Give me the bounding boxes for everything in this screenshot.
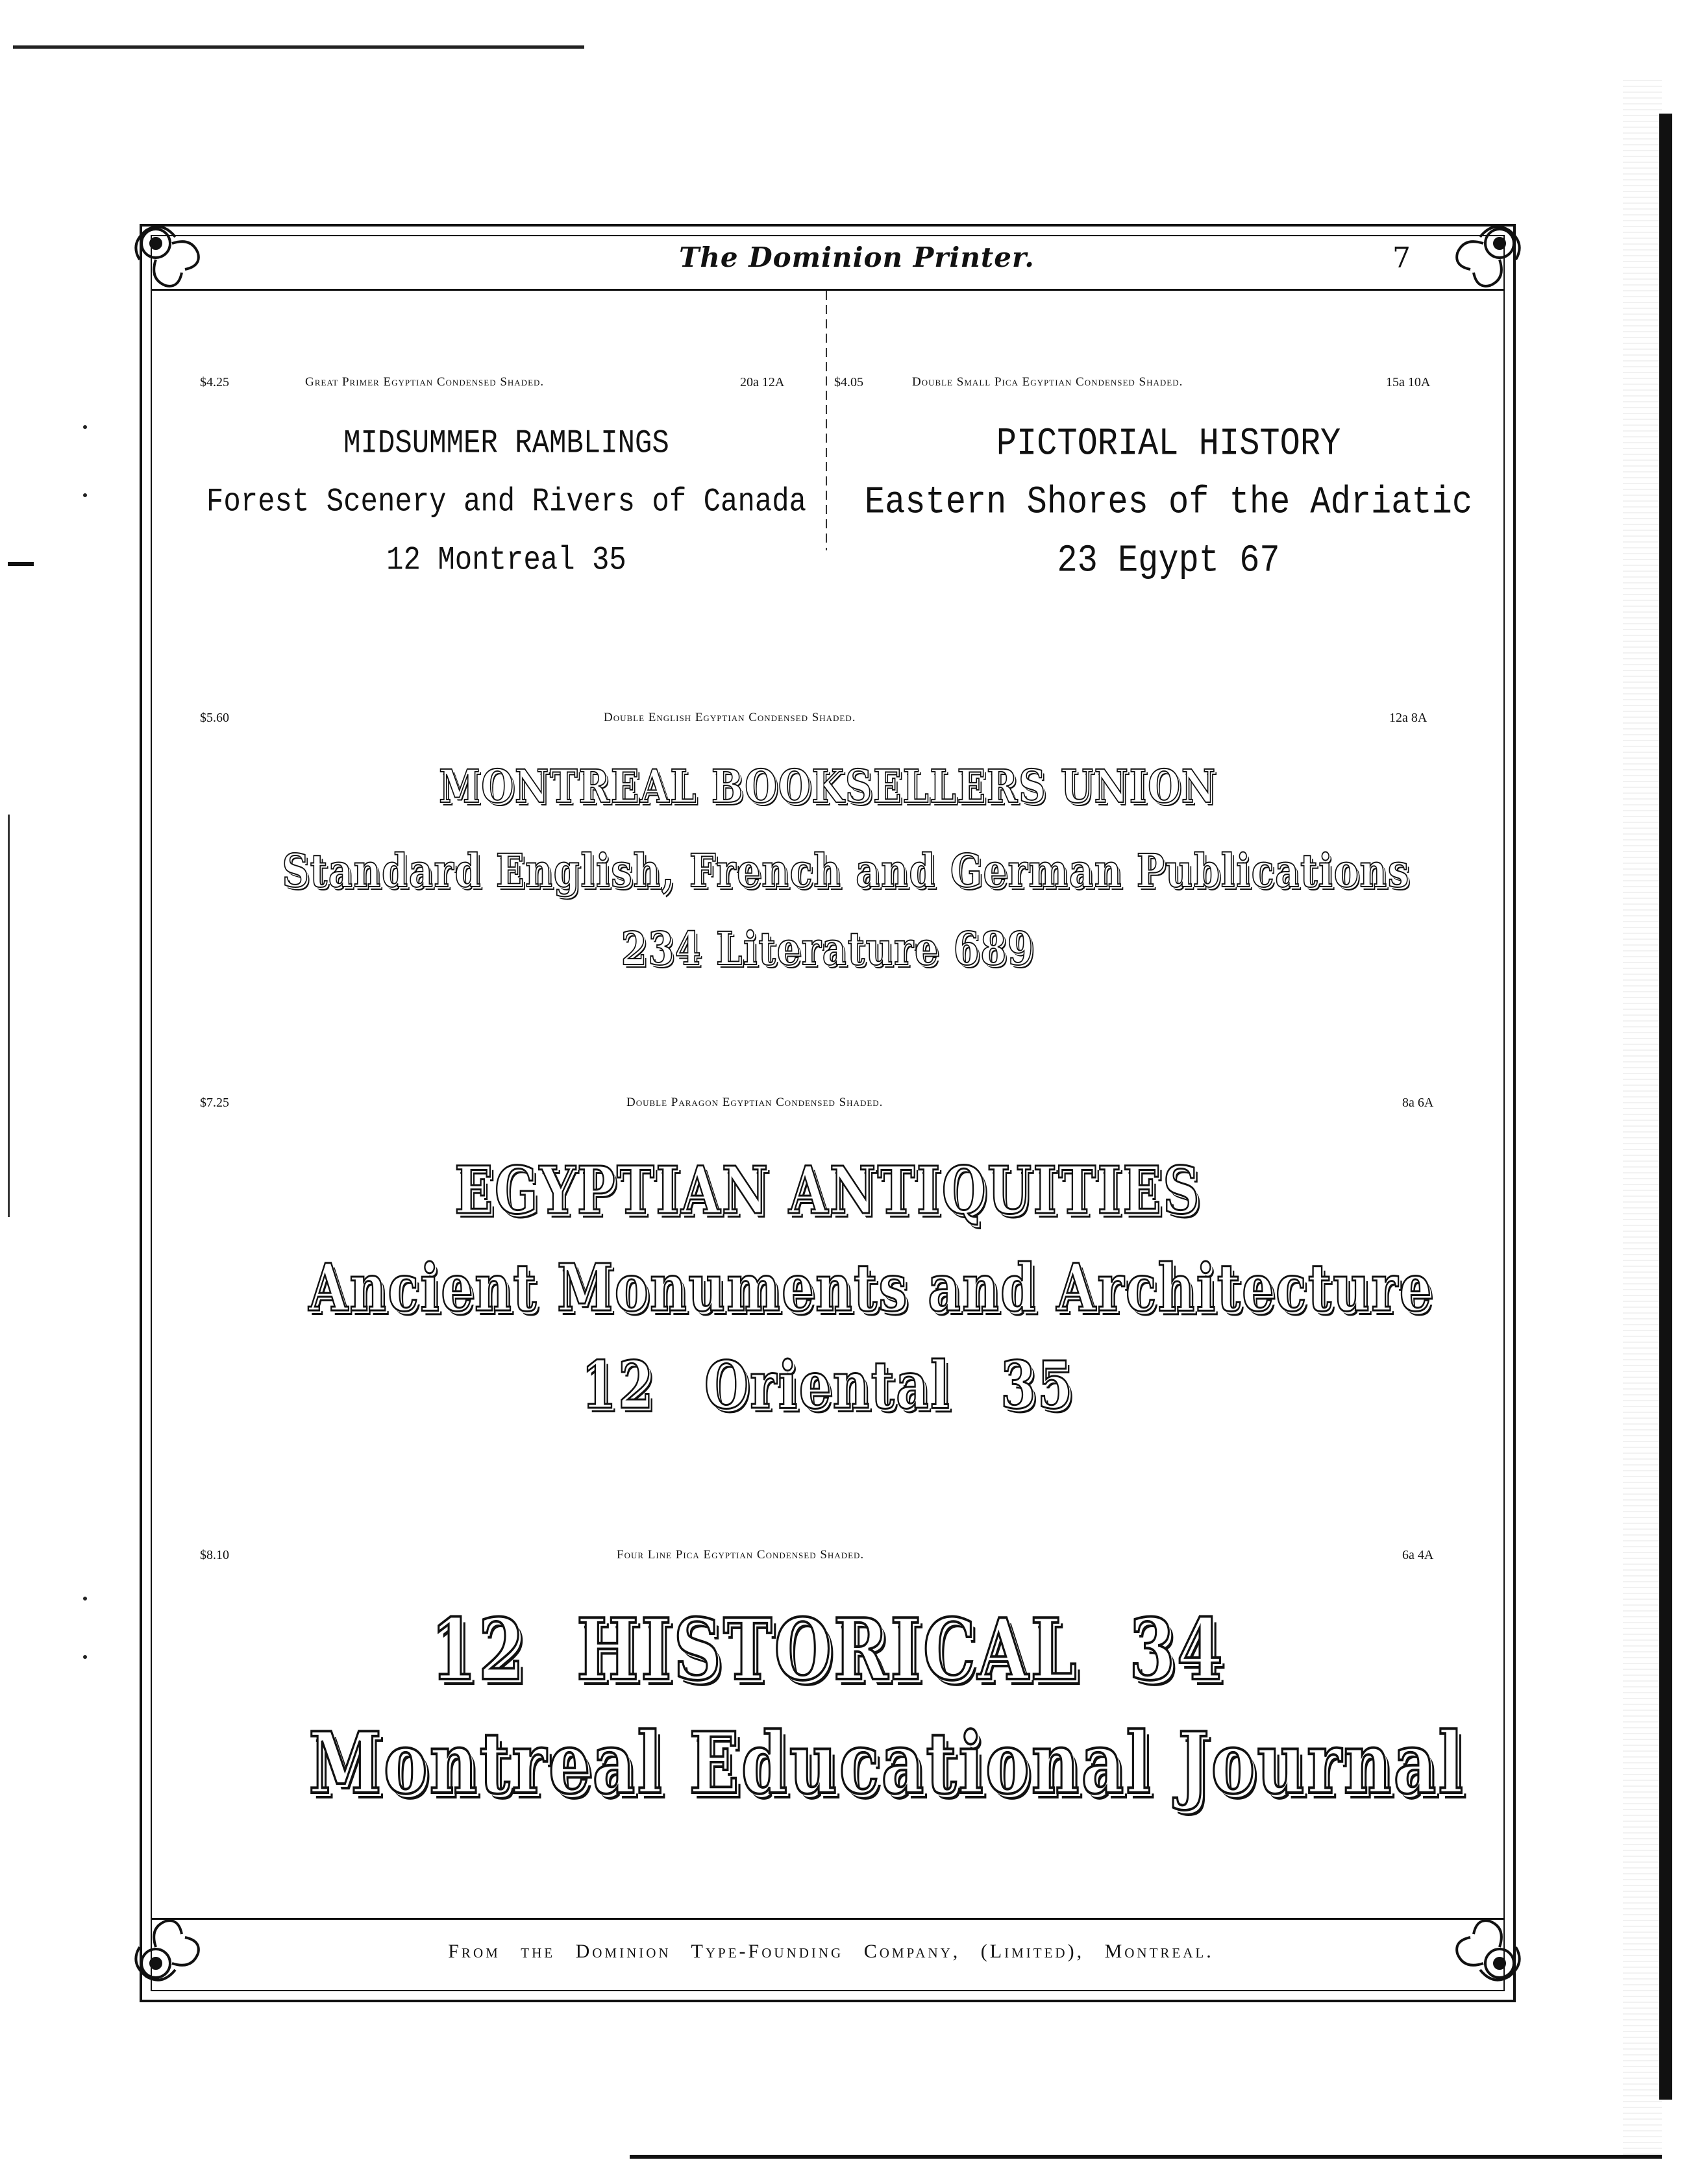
specimen-line: EGYPTIAN ANTIQUITIES [454,1152,1201,1229]
right-edge-bar [1659,114,1672,2100]
specimen-price: $7.25 [200,1096,229,1110]
specimen-line: 12 HISTORICAL 34 [430,1600,1225,1699]
scan-speckle [1623,78,1662,2155]
specimen-line: MIDSUMMER RAMBLINGS [343,425,669,463]
specimen-label: Four Line Pica Egyptian Condensed Shaded. [617,1548,865,1562]
specimen-count: 15a 10A [1386,375,1431,389]
specimen-price: $5.60 [200,711,229,725]
specimen-line: Eastern Shores of the Adriatic [864,480,1473,524]
column-divider [826,291,827,550]
corner-ornament-icon [127,1908,211,1993]
footer-imprint: From the Dominion Type-Founding Company, (Limited), Montreal. [448,1941,1214,1962]
running-title: The Dominion Printer. [679,241,1035,273]
margin-line [8,815,10,1217]
specimen-price: $4.25 [200,375,229,389]
margin-dot [83,425,87,429]
specimen-label: Double English Egyptian Condensed Shaded. [604,711,856,724]
specimen-line: 12 Montreal 35 [386,542,626,580]
footer-rule [151,1918,1505,1920]
top-edge-rule [13,45,584,49]
corner-ornament-icon [1444,214,1529,299]
specimen-line: Ancient Monuments and Architecture [308,1249,1433,1326]
specimen-line: Forest Scenery and Rivers of Canada [206,484,807,521]
page-number: 7 [1392,241,1411,275]
specimen-line: MONTREAL BOOKSELLERS UNION [439,759,1217,813]
specimen-line: Standard English, French and German Publications [282,844,1410,898]
specimen-count: 20a 12A [740,375,785,389]
specimen-price: $8.10 [200,1548,229,1562]
header-rule [151,289,1505,291]
specimen-count: 12a 8A [1389,711,1427,725]
corner-ornament-icon [1444,1908,1529,1993]
specimen-line: 23 Egypt 67 [1057,539,1280,583]
corner-ornament-icon [127,214,211,299]
margin-dot [83,493,87,497]
specimen-label: Great Primer Egyptian Condensed Shaded. [305,375,545,389]
specimen-line: Montreal Educational Journal [308,1713,1466,1813]
specimen-line: PICTORIAL HISTORY [996,422,1341,466]
margin-mark [8,562,34,566]
specimen-price: $4.05 [834,375,863,389]
specimen-label: Double Paragon Egyptian Condensed Shaded. [626,1096,884,1109]
specimen-count: 8a 6A [1402,1096,1434,1110]
bottom-edge-rule [630,2155,1662,2159]
margin-dot [83,1597,87,1601]
specimen-label: Double Small Pica Egyptian Condensed Shaded. [912,375,1183,389]
specimen-line: 234 Literature 689 [621,922,1035,975]
specimen-line: 12 Oriental 35 [581,1347,1074,1423]
specimen-count: 6a 4A [1402,1548,1434,1562]
margin-dot [83,1655,87,1659]
